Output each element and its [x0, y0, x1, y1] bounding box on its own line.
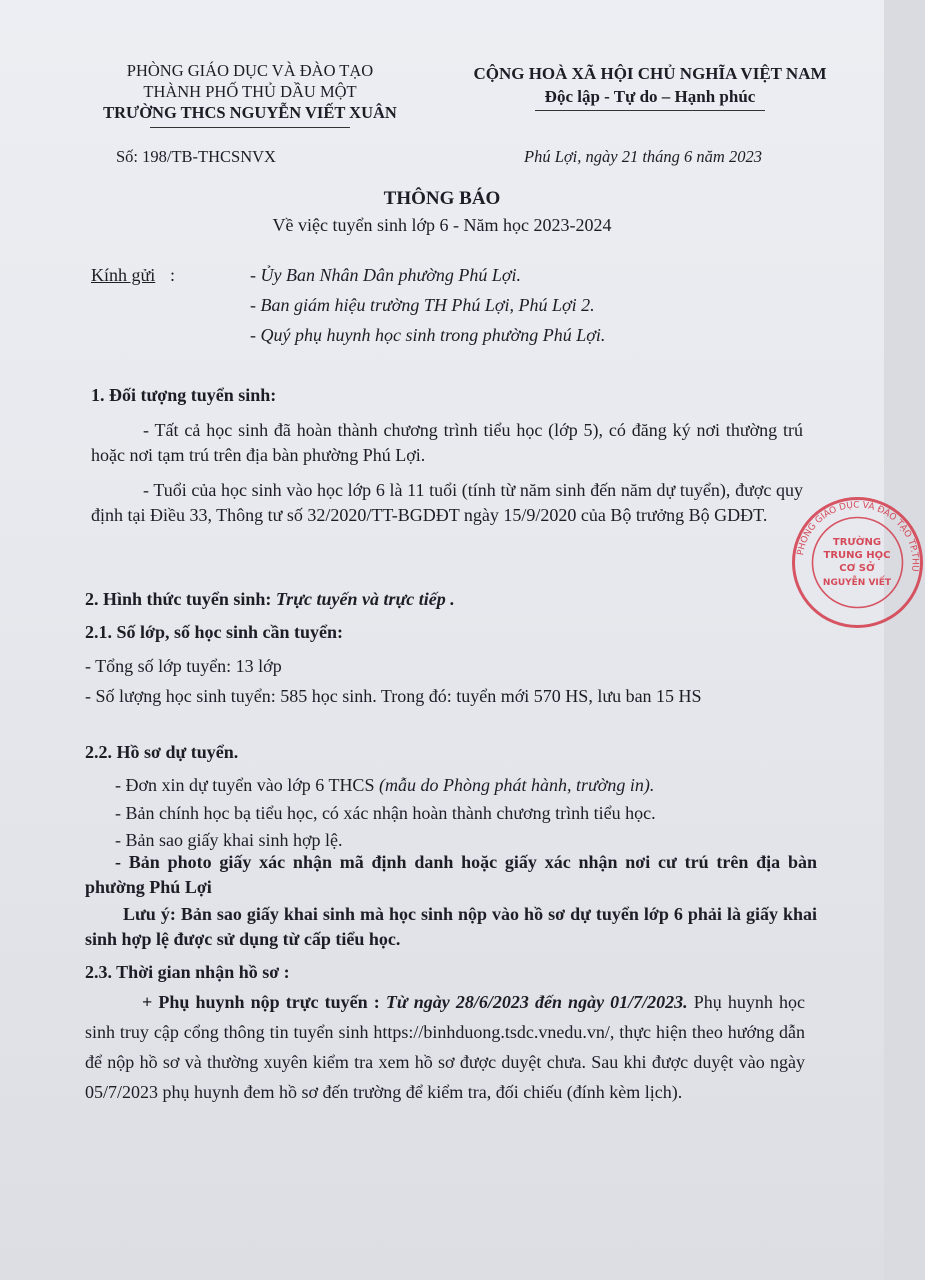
application-form-note: (mẫu do Phòng phát hành, trường in). [378, 775, 655, 795]
header-left-underline [150, 127, 350, 128]
subsection-2-1-heading: 2.1. Số lớp, số học sinh cần tuyển: [85, 622, 344, 642]
document-subtitle: Về việc tuyển sinh lớp 6 - Năm học 2023-2024 [272, 215, 612, 235]
document-title: THÔNG BÁO [383, 188, 501, 209]
motto: Độc lập - Tự do – Hạnh phúc [544, 87, 756, 106]
online-submission-dates: Từ ngày 28/6/2023 đến ngày 01/7/2023. [385, 992, 688, 1012]
section-1-heading: 1. Đối tượng tuyển sinh: [91, 385, 277, 405]
online-submission-instructions: Phụ huynh học sinh truy cập cổng thông tin tuyển sinh https://binhduong.tsdc.vnedu.vn/, thực hiện theo hướng dẫn để nộp hồ sơ và thường xuyên kiểm tra xem hồ sơ được duyệt chưa. Sau khi được duyệt vào ngày 05/7/2023 phụ huynh đem hồ sơ đến trường để kiểm tra, đối chiếu (đính kèm lịch). [85, 992, 805, 1102]
issue-date: Phú Lợi, ngày 21 tháng 6 năm 2023 [524, 147, 762, 166]
recipient-item: - Ủy Ban Nhân Dân phường Phú Lợi. [250, 265, 522, 285]
department-name: PHÒNG GIÁO DỤC VÀ ĐÀO TẠO [126, 61, 374, 80]
recipients-label: Kính gửi [91, 265, 156, 285]
subsection-2-1-item: - Tổng số lớp tuyển: 13 lớp [85, 656, 282, 676]
subsection-2-2-item [115, 773, 654, 798]
subsection-2-3-heading: 2.3. Thời gian nhận hồ sơ : [85, 962, 290, 982]
section-2-heading-mode: Trực tuyến và trực tiếp . [275, 589, 455, 609]
subsection-2-3-paragraph [85, 987, 805, 1107]
school-name: TRƯỜNG THCS NGUYỄN VIẾT XUÂN [103, 103, 397, 122]
document-number: Số: 198/TB-THCSNVX [116, 147, 276, 166]
subsection-2-2-item: - Bản photo giấy xác nhận mã định danh hoặc giấy xác nhận nơi cư trú trên địa bàn phường Phú Lợi [85, 852, 817, 897]
section-1-paragraph: - Tuổi của học sinh vào học lớp 6 là 11 tuổi (tính từ năm sinh đến năm dự tuyển), được quy định tại Điều 33, Thông tư số 32/2020/TT-BGDĐT ngày 15/9/2020 của Bộ trưởng Bộ GDĐT. [91, 480, 803, 525]
subsection-2-1-item: - Số lượng học sinh tuyển: 585 học sinh. Trong đó: tuyển mới 570 HS, lưu ban 15 HS [85, 686, 702, 706]
subsection-2-2-item: - Bản chính học bạ tiểu học, có xác nhận hoàn thành chương trình tiểu học. [115, 803, 656, 823]
recipient-item: - Ban giám hiệu trường TH Phú Lợi, Phú Lợi 2. [250, 295, 595, 315]
school-seal-stamp [790, 495, 925, 630]
subsection-2-2-item: - Bản sao giấy khai sinh hợp lệ. [115, 830, 343, 850]
national-motto [450, 62, 850, 111]
seal-graphic [790, 495, 925, 630]
svg-text:TRƯỜNG: TRƯỜNG [832, 537, 882, 548]
svg-text:PHÒNG GIÁO DỤC VÀ ĐÀO TẠO TP.T: PHÒNG GIÁO DỤC VÀ ĐÀO TẠO TP.THỦ [795, 500, 920, 573]
section-2-heading [85, 587, 455, 612]
city-name: THÀNH PHỐ THỦ DẦU MỘT [143, 82, 357, 101]
issuing-authority [60, 60, 440, 128]
subsection-2-2-note: Lưu ý: Bản sao giấy khai sinh mà học sinh nộp vào hồ sơ dự tuyển lớp 6 phải là giấy khai sinh hợp lệ được sử dụng từ cấp tiểu học. [85, 904, 817, 949]
svg-text:TRUNG HỌC: TRUNG HỌC [823, 550, 891, 561]
section-1-paragraph: - Tất cả học sinh đã hoàn thành chương trình tiểu học (lớp 5), có đăng ký nơi thường trú hoặc nơi tạm trú trên địa bàn phường Phú Lợi. [91, 420, 803, 465]
recipient-item: - Quý phụ huynh học sinh trong phường Phú Lợi. [250, 325, 606, 345]
application-form-text: - Đơn xin dự tuyển vào lớp 6 THCS [115, 775, 379, 795]
online-submission-label: + Phụ huynh nộp trực tuyến : [142, 992, 386, 1012]
subsection-2-2-heading: 2.2. Hồ sơ dự tuyển. [85, 742, 239, 762]
section-2-heading-text: 2. Hình thức tuyển sinh: [85, 589, 276, 609]
svg-text:NGUYỄN VIẾT: NGUYỄN VIẾT [822, 578, 892, 588]
svg-text:CƠ SỞ: CƠ SỞ [839, 563, 875, 574]
recipients-colon: : [170, 265, 176, 285]
header-right-underline [535, 110, 765, 111]
country-name: CỘNG HOÀ XÃ HỘI CHỦ NGHĨA VIỆT NAM [473, 64, 827, 83]
